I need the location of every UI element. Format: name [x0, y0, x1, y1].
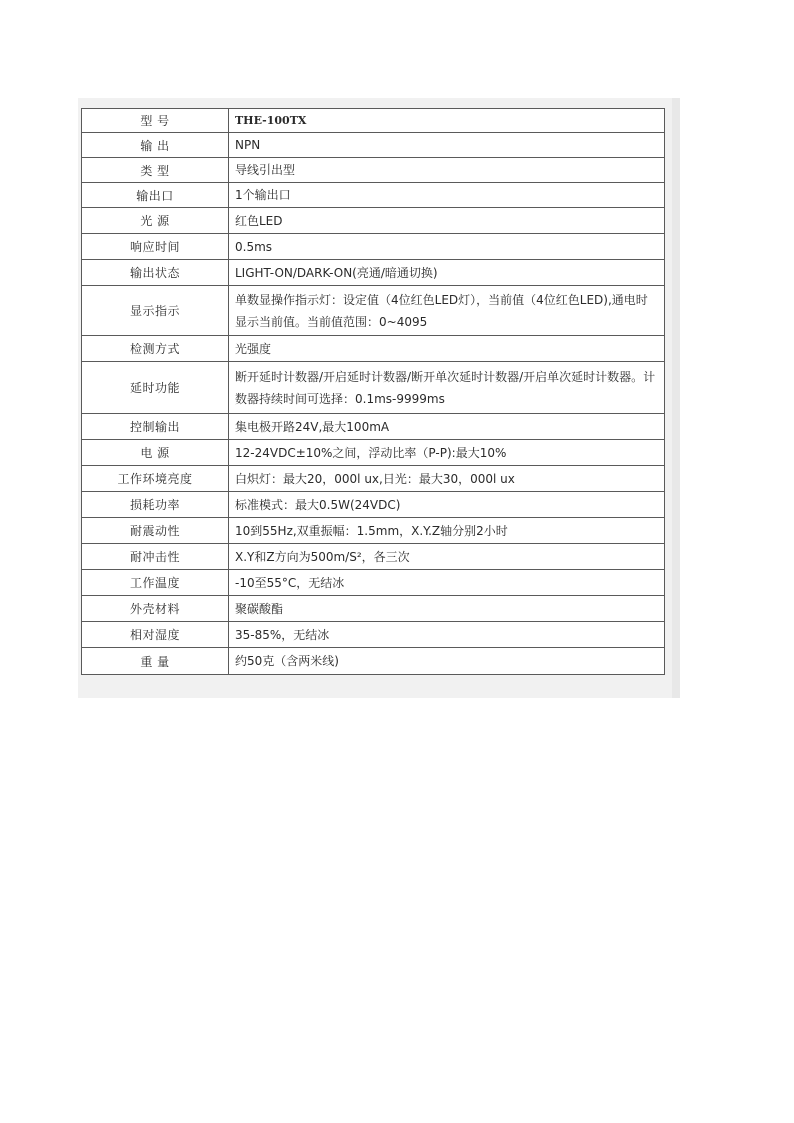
- table-row: [82, 440, 665, 466]
- row-value: 白炽灯：最大20，000l ux,日光：最大30，000l ux: [229, 466, 665, 492]
- row-label: 损耗功率: [82, 492, 229, 518]
- row-value: -10至55°C，无结冰: [229, 570, 665, 596]
- table-row: [82, 133, 665, 158]
- page-edge-shadow: [672, 98, 680, 698]
- spec-table: [81, 108, 665, 675]
- row-value: 红色LED: [229, 208, 665, 234]
- row-value: 标准模式：最大0.5W(24VDC): [229, 492, 665, 518]
- table-row: [82, 260, 665, 286]
- table-row: [82, 362, 665, 414]
- table-row: [82, 596, 665, 622]
- row-value: 聚碳酸酯: [229, 596, 665, 622]
- row-value: 导线引出型: [229, 158, 665, 183]
- row-label: 输出状态: [82, 260, 229, 286]
- row-label: 工作温度: [82, 570, 229, 596]
- row-value: 单数显操作指示灯：设定值（4位红色LED灯），当前值（4位红色LED),通电时显示当前值。当前值范围：0~4095: [229, 286, 665, 336]
- table-row: [82, 158, 665, 183]
- table-row: [82, 336, 665, 362]
- table-row: [82, 544, 665, 570]
- row-label: 控制输出: [82, 414, 229, 440]
- row-value: THE-100TX: [229, 109, 665, 133]
- table-row: [82, 183, 665, 208]
- table-row: [82, 286, 665, 336]
- row-value: 12-24VDC±10%之间，浮动比率（P-P):最大10%: [229, 440, 665, 466]
- row-label: 外壳材料: [82, 596, 229, 622]
- row-value: 1个输出口: [229, 183, 665, 208]
- spec-sheet: [78, 98, 680, 698]
- table-row: [82, 109, 665, 133]
- row-value: 约50克（含两米线): [229, 648, 665, 675]
- table-row: [82, 648, 665, 675]
- table-row: [82, 208, 665, 234]
- table-row: [82, 570, 665, 596]
- row-value: 35-85%，无结冰: [229, 622, 665, 648]
- row-value: NPN: [229, 133, 665, 158]
- row-label: 电 源: [82, 440, 229, 466]
- row-value: X.Y和Z方向为500m/S²，各三次: [229, 544, 665, 570]
- row-label: 输出口: [82, 183, 229, 208]
- row-value: 0.5ms: [229, 234, 665, 260]
- row-label: 延时功能: [82, 362, 229, 414]
- row-label: 显示指示: [82, 286, 229, 336]
- row-label: 类 型: [82, 158, 229, 183]
- row-value: 光强度: [229, 336, 665, 362]
- table-row: [82, 492, 665, 518]
- table-row: [82, 466, 665, 492]
- row-label: 响应时间: [82, 234, 229, 260]
- row-value: 10到55Hz,双重振幅：1.5mm，X.Y.Z轴分别2小时: [229, 518, 665, 544]
- row-value: 断开延时计数器/开启延时计数器/断开单次延时计数器/开启单次延时计数器。计数器持续时间可选择：0.1ms-9999ms: [229, 362, 665, 414]
- row-label: 耐震动性: [82, 518, 229, 544]
- row-label: 工作环境亮度: [82, 466, 229, 492]
- table-row: [82, 518, 665, 544]
- row-label: 输 出: [82, 133, 229, 158]
- row-label: 重 量: [82, 648, 229, 675]
- row-label: 耐冲击性: [82, 544, 229, 570]
- row-value: 集电极开路24V,最大100mA: [229, 414, 665, 440]
- table-row: [82, 622, 665, 648]
- table-row: [82, 234, 665, 260]
- row-label: 检测方式: [82, 336, 229, 362]
- row-label: 型 号: [82, 109, 229, 133]
- row-label: 光 源: [82, 208, 229, 234]
- table-row: [82, 414, 665, 440]
- row-label: 相对湿度: [82, 622, 229, 648]
- row-value: LIGHT-ON/DARK-ON(亮通/暗通切换): [229, 260, 665, 286]
